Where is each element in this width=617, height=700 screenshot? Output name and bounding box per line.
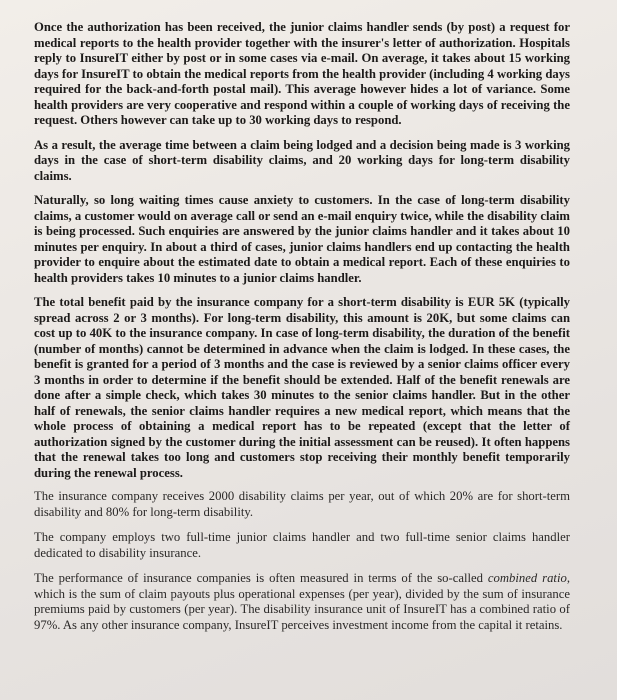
document-page [34,20,570,642]
paragraph-staffing: The company employs two full-time junior claims handler and two full-time senior claims handler dedicated to disability insurance. [34,530,570,560]
paragraph-combined-ratio [34,571,570,633]
combined-ratio-term: combined ratio [487,571,567,585]
paragraph-average-decision-time: As a result, the average time between a claim being lodged and a decision being made is 3 working days in the case of short-term disability claims, and 20 working days for long-term disability claims. [34,137,570,183]
paragraph-benefit-renewals: The total benefit paid by the insurance company for a short-term disability is EUR 5K (typically spread across 2 or 3 months). For long-term disability, this amount is 20K, but some claims can cost up to 40K to the insurance company. In case of long-term disability, the duration of the benefit (number of months) cannot be determined in advance when the claim is lodged. In these cases, the benefit is granted for a period of 3 months and the case is reviewed by a senior claims officer every 3 months in order to determine if the benefit should be extended. Half of the benefit renewals are done after a simple check, which takes 30 minutes to the senior claims handler. But in the other half of renewals, the senior claims handler requires a new medical report, which means that the whole process of obtaining a medical report has to be repeated (except that the letter of authorization signed by the customer during the initial assessment can be reused). It often happens that the renewal takes too long and customers stop receiving their monthly benefit temporarily during the renewal process. [34,295,570,480]
paragraph-medical-reports: Once the authorization has been received, the junior claims handler sends (by post) a request for medical reports to the health provider together with the insurer's letter of authorization. Hospitals reply to InsureIT either by post or in some cases via e-mail. On average, it takes about 15 working days for InsureIT to obtain the medical reports from the health provider (including 4 working days required for the back-and-forth postal mail). This average however hides a lot of variance. Some health providers are very cooperative and respond within a couple of working days of receiving the request. Others however can take up to 30 working days to respond. [34,20,570,127]
combined-ratio-text-before: The performance of insurance companies is often measured in terms of the so-called [34,571,488,585]
paragraph-customer-enquiries: Naturally, so long waiting times cause anxiety to customers. In the case of long-term disability claims, a customer would on average call or send an e-mail enquiry twice, while the disability claim is being processed. Such enquiries are answered by the junior claims handler and it takes about 10 minutes per enquiry. In about a third of cases, junior claims handlers end up contacting the health provider to enquire about the estimated date to obtain a medical report. Each of these enquiries to health providers takes 10 minutes to a junior claims handler. [34,193,570,285]
combined-ratio-text-after: , which is the sum of claim payouts plus operational expenses (per year), divided by the sum of insurance premiums paid by customers (per year). The disability insurance unit of InsureIT has a combined ratio of 97%. As any other insurance company, InsureIT perceives investment income from the capital it retains. [34,571,570,632]
paragraph-claims-volume: The insurance company receives 2000 disability claims per year, out of which 20% are for short-term disability and 80% for long-term disability. [34,489,570,519]
